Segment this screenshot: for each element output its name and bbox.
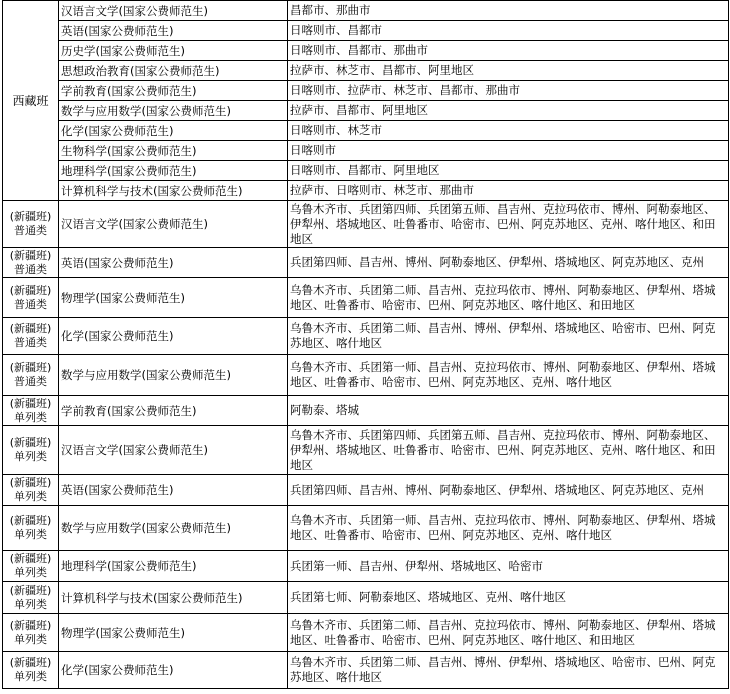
group-label-line: (新疆班) (9, 656, 52, 669)
regions-cell: 日喀则市 (288, 141, 729, 161)
table-row (3, 652, 729, 689)
regions-cell: 昌都市、那曲市 (288, 1, 729, 21)
table-row (3, 141, 729, 161)
group-label-xinjiang (3, 355, 59, 396)
subject-cell: 数学与应用数学(国家公费师范生) (59, 355, 288, 396)
table-row (3, 41, 729, 61)
subject-cell: 英语(国家公费师范生) (59, 21, 288, 41)
regions-cell: 拉萨市、林芝市、昌都市、阿里地区 (288, 61, 729, 81)
regions-cell: 拉萨市、昌都市、阿里地区 (288, 101, 729, 121)
group-label-xinjiang (3, 475, 59, 506)
subject-cell: 历史学(国家公费师范生) (59, 41, 288, 61)
regions-cell: 乌鲁木齐市、兵团第二师、昌吉州、博州、伊犁州、塔城地区、哈密市、巴州、阿克苏地区、喀什地区 (288, 318, 729, 355)
regions-cell: 乌鲁木齐市、兵团第一师、昌吉州、克拉玛依市、博州、阿勒泰地区、伊犁州、塔城地区、吐鲁番市、哈密市、巴州、阿克苏地区、克州、喀什地区 (288, 355, 729, 396)
group-label-line: (新疆班) (9, 396, 52, 410)
table-row (3, 21, 729, 41)
table-row (3, 396, 729, 426)
regions-cell: 日喀则市、昌都市 (288, 21, 729, 41)
group-label-xinjiang (3, 614, 59, 652)
group-label-xinjiang (3, 652, 59, 689)
group-label-line: (新疆班) (9, 436, 52, 449)
regions-cell: 乌鲁木齐市、兵团第二师、昌吉州、克拉玛依市、博州、阿勒泰地区、伊犁州、塔城地区、吐鲁番市、哈密市、巴州、阿克苏地区、喀什地区、和田地区 (288, 278, 729, 318)
table-row (3, 61, 729, 81)
group-label-xinjiang (3, 201, 59, 248)
group-label-line: (新疆班) (9, 322, 52, 335)
subject-cell: 化学(国家公费师范生) (59, 652, 288, 689)
subject-cell: 英语(国家公费师范生) (59, 248, 288, 278)
group-label-line: (新疆班) (9, 514, 52, 527)
subject-cell: 化学(国家公费师范生) (59, 318, 288, 355)
regions-cell: 日喀则市、拉萨市、林芝市、昌都市、那曲市 (288, 81, 729, 101)
group-label-line: 单列类 (14, 528, 47, 541)
subject-cell: 汉语言文学(国家公费师范生) (59, 1, 288, 21)
table-row (3, 355, 729, 396)
regions-cell: 乌鲁木齐市、兵团第四师、兵团第五师、昌吉州、克拉玛依市、博州、阿勒泰地区、伊犁州、塔城地区、吐鲁番市、哈密市、巴州、阿克苏地区、克州、喀什地区、和田地区 (288, 201, 729, 248)
regions-cell: 日喀则市、昌都市、那曲市 (288, 41, 729, 61)
group-label-line: 单列类 (14, 566, 47, 579)
group-label-line: 普通类 (14, 336, 47, 349)
group-label-line: 单列类 (14, 632, 47, 646)
subject-cell: 汉语言文学(国家公费师范生) (59, 426, 288, 475)
group-label-xinjiang (3, 551, 59, 582)
admission-table (2, 0, 729, 689)
group-label-line: 单列类 (14, 670, 47, 683)
table-row (3, 161, 729, 181)
group-label-xinjiang (3, 318, 59, 355)
subject-cell: 地理科学(国家公费师范生) (59, 161, 288, 181)
regions-cell: 兵团第一师、昌吉州、伊犁州、塔城地区、哈密市 (288, 551, 729, 582)
regions-cell: 乌鲁木齐市、兵团第四师、兵团第五师、昌吉州、克拉玛依市、博州、阿勒泰地区、伊犁州、塔城地区、吐鲁番市、哈密市、巴州、阿克苏地区、克州、喀什地区、和田地区 (288, 426, 729, 475)
regions-cell: 日喀则市、林芝市 (288, 121, 729, 141)
subject-cell: 学前教育(国家公费师范生) (59, 81, 288, 101)
group-label-line: (新疆班) (9, 552, 52, 565)
table-row (3, 201, 729, 248)
subject-cell: 地理科学(国家公费师范生) (59, 551, 288, 582)
group-label-line: 单列类 (14, 597, 47, 611)
group-label-xinjiang (3, 278, 59, 318)
table-row (3, 318, 729, 355)
table-row (3, 551, 729, 582)
subject-cell: 计算机科学与技术(国家公费师范生) (59, 181, 288, 201)
subject-cell: 化学(国家公费师范生) (59, 121, 288, 141)
group-label-line: 普通类 (14, 375, 47, 388)
table-row (3, 181, 729, 201)
group-label-xinjiang (3, 248, 59, 278)
group-label-xinjiang (3, 426, 59, 475)
group-label-line: (新疆班) (9, 583, 52, 597)
group-label-line: 普通类 (14, 262, 47, 276)
subject-cell: 生物科学(国家公费师范生) (59, 141, 288, 161)
group-label-line: 普通类 (14, 224, 47, 237)
group-label-xizang: 西藏班 (3, 1, 59, 201)
group-label-line: 单列类 (14, 410, 47, 424)
group-label-line: (新疆班) (9, 283, 52, 297)
subject-cell: 物理学(国家公费师范生) (59, 614, 288, 652)
regions-cell: 阿勒泰、塔城 (288, 396, 729, 426)
regions-cell: 拉萨市、日喀则市、林芝市、那曲市 (288, 181, 729, 201)
regions-cell: 兵团第四师、昌吉州、博州、阿勒泰地区、伊犁州、塔城地区、阿克苏地区、克州 (288, 475, 729, 506)
table-row (3, 101, 729, 121)
subject-cell: 数学与应用数学(国家公费师范生) (59, 101, 288, 121)
table-row (3, 1, 729, 21)
subject-cell: 计算机科学与技术(国家公费师范生) (59, 582, 288, 614)
table-row (3, 475, 729, 506)
subject-cell: 汉语言文学(国家公费师范生) (59, 201, 288, 248)
table-row (3, 121, 729, 141)
group-label-line: (新疆班) (9, 361, 52, 374)
regions-cell: 乌鲁木齐市、兵团第二师、昌吉州、克拉玛依市、博州、阿勒泰地区、伊犁州、塔城地区、吐鲁番市、哈密市、巴州、阿克苏地区、喀什地区、和田地区 (288, 614, 729, 652)
group-label-line: 普通类 (14, 297, 47, 311)
table-row (3, 614, 729, 652)
subject-cell: 思想政治教育(国家公费师范生) (59, 61, 288, 81)
table-row (3, 278, 729, 318)
group-label-line: (新疆班) (9, 210, 52, 223)
group-label-line: 单列类 (14, 490, 47, 503)
group-label-line: (新疆班) (9, 618, 52, 632)
regions-cell: 兵团第七师、阿勒泰地区、塔城地区、克州、喀什地区 (288, 582, 729, 614)
group-label-xinjiang (3, 396, 59, 426)
subject-cell: 物理学(国家公费师范生) (59, 278, 288, 318)
subject-cell: 英语(国家公费师范生) (59, 475, 288, 506)
regions-cell: 乌鲁木齐市、兵团第一师、昌吉州、克拉玛依市、博州、阿勒泰地区、伊犁州、塔城地区、吐鲁番市、哈密市、巴州、阿克苏地区、克州、喀什地区 (288, 506, 729, 551)
group-label-line: (新疆班) (9, 248, 52, 262)
group-label-line: 单列类 (14, 450, 47, 463)
group-label-xinjiang (3, 506, 59, 551)
regions-cell: 日喀则市、昌都市、阿里地区 (288, 161, 729, 181)
subject-cell: 数学与应用数学(国家公费师范生) (59, 506, 288, 551)
table-row (3, 506, 729, 551)
group-label-xinjiang (3, 582, 59, 614)
table-row (3, 426, 729, 475)
table-row (3, 582, 729, 614)
regions-cell: 兵团第四师、昌吉州、博州、阿勒泰地区、伊犁州、塔城地区、阿克苏地区、克州 (288, 248, 729, 278)
subject-cell: 学前教育(国家公费师范生) (59, 396, 288, 426)
table-row (3, 81, 729, 101)
table-row (3, 248, 729, 278)
group-label-line: (新疆班) (9, 476, 52, 489)
regions-cell: 乌鲁木齐市、兵团第二师、昌吉州、博州、伊犁州、塔城地区、哈密市、巴州、阿克苏地区、喀什地区 (288, 652, 729, 689)
